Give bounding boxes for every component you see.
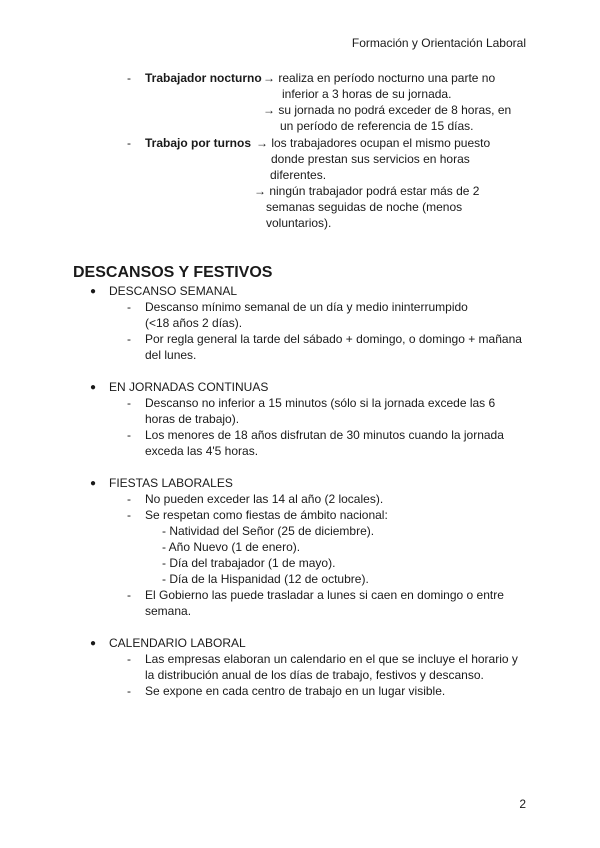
list-dash: - (127, 396, 131, 410)
holiday-item: - Día de la Hispanidad (12 de octubre). (162, 572, 369, 586)
definition-line: donde prestan sus servicios en horas (271, 152, 470, 166)
definition-line: voluntarios). (266, 216, 332, 230)
definition-line: semanas seguidas de noche (menos (266, 200, 463, 214)
running-header: Formación y Orientación Laboral (351, 36, 526, 50)
list-item-text: Descanso mínimo semanal de un día y medio ininterrumpido (145, 300, 468, 314)
bullet-icon: ● (90, 382, 97, 393)
list-item-text: El Gobierno las puede trasladar a lunes si caen en domingo o entre (145, 588, 504, 602)
list-item-text: (<18 años 2 días). (145, 316, 243, 330)
list-item-text: semana. (145, 604, 192, 618)
list-dash: - (127, 300, 131, 314)
definition-line: → los trabajadores ocupan el mismo puesto (256, 136, 491, 150)
definition-line: → realiza en período nocturno una parte no (263, 71, 496, 85)
list-item-text: horas de trabajo). (145, 412, 240, 426)
list-item-text: exceda las 4'5 horas. (145, 444, 259, 458)
subsection-title: DESCANSO SEMANAL (109, 284, 238, 298)
definition-line: diferentes. (270, 168, 327, 182)
list-dash: - (127, 684, 131, 698)
definition-line: → su jornada no podrá exceder de 8 horas, en (263, 103, 512, 117)
holiday-item: - Natividad del Señor (25 de diciembre). (162, 524, 375, 538)
section-heading: DESCANSOS Y FESTIVOS (73, 264, 273, 281)
list-item-text: No pueden exceder las 14 al año (2 locales). (145, 492, 384, 506)
list-item-text: Descanso no inferior a 15 minutos (sólo si la jornada excede las 6 (145, 396, 496, 410)
list-dash: - (127, 492, 131, 506)
term-trabajador-nocturno: Trabajador nocturno (145, 71, 262, 85)
list-item-text: Las empresas elaboran un calendario en el que se incluye el horario y (145, 652, 518, 666)
list-dash: - (127, 508, 131, 522)
subsection-title: EN JORNADAS CONTINUAS (109, 380, 269, 394)
list-dash: - (127, 332, 131, 346)
definition-line: → ningún trabajador podrá estar más de 2 (254, 184, 480, 198)
list-item-text: Por regla general la tarde del sábado + domingo, o domingo + mañana (145, 332, 522, 346)
bullet-icon: ● (90, 638, 97, 649)
list-item-text: del lunes. (145, 348, 197, 362)
list-dash: - (127, 652, 131, 666)
subsection-title: FIESTAS LABORALES (109, 476, 233, 490)
term-trabajo-por-turnos: Trabajo por turnos (145, 136, 252, 150)
page-number: 2 (519, 797, 526, 811)
definition-line: un período de referencia de 15 días. (280, 119, 474, 133)
list-dash: - (127, 588, 131, 602)
bullet-icon: ● (90, 478, 97, 489)
list-item-text: Se respetan como fiestas de ámbito nacional: (145, 508, 388, 522)
list-dash: - (127, 71, 131, 85)
list-dash: - (127, 428, 131, 442)
list-dash: - (127, 136, 131, 150)
holiday-item: - Día del trabajador (1 de mayo). (162, 556, 336, 570)
definition-line: inferior a 3 horas de su jornada. (282, 87, 452, 101)
subsection-title: CALENDARIO LABORAL (109, 636, 246, 650)
bullet-icon: ● (90, 286, 97, 297)
list-item-text: Se expone en cada centro de trabajo en un lugar visible. (145, 684, 446, 698)
list-item-text: la distribución anual de los días de trabajo, festivos y descanso. (145, 668, 484, 682)
holiday-item: - Año Nuevo (1 de enero). (162, 540, 301, 554)
list-item-text: Los menores de 18 años disfrutan de 30 minutos cuando la jornada (145, 428, 504, 442)
